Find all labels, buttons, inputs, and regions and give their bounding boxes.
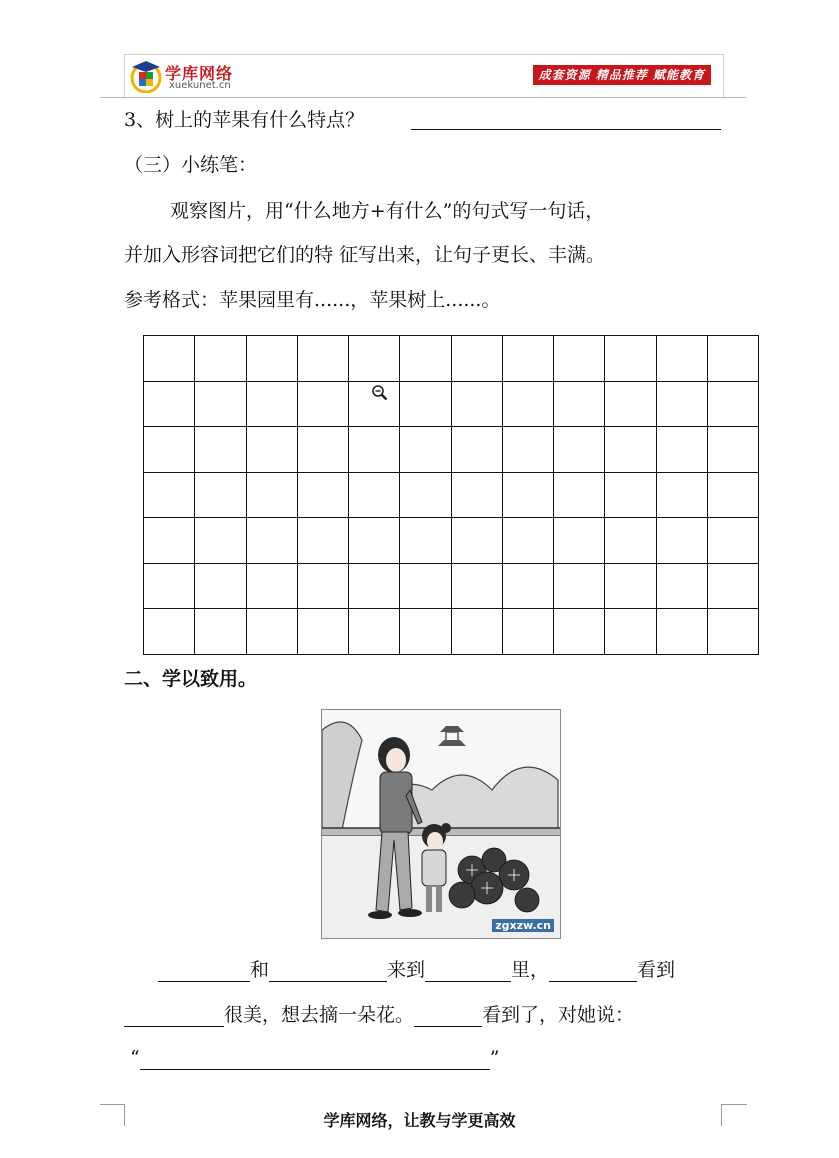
grid-cell[interactable] — [451, 518, 502, 564]
illustration-mother-daughter-flowers — [321, 709, 561, 939]
grid-cell[interactable] — [297, 336, 348, 382]
grid-cell[interactable] — [502, 427, 553, 473]
grid-cell[interactable] — [451, 563, 502, 609]
grid-cell[interactable] — [656, 563, 707, 609]
header-banner — [124, 54, 724, 98]
grid-cell[interactable] — [297, 427, 348, 473]
grid-cell[interactable] — [195, 381, 246, 427]
grid-cell[interactable] — [605, 609, 656, 655]
grid-cell[interactable] — [400, 563, 451, 609]
grid-cell[interactable] — [400, 472, 451, 518]
grid-cell[interactable] — [554, 609, 605, 655]
grid-cell[interactable] — [451, 427, 502, 473]
grid-cell[interactable] — [554, 472, 605, 518]
grid-cell[interactable] — [349, 336, 400, 382]
grid-cell[interactable] — [349, 563, 400, 609]
grid-cell[interactable] — [195, 472, 246, 518]
grid-cell[interactable] — [451, 472, 502, 518]
grid-cell[interactable] — [451, 381, 502, 427]
grid-cell[interactable] — [502, 381, 553, 427]
grid-cell[interactable] — [707, 472, 758, 518]
graduation-cap-logo-icon — [129, 59, 163, 93]
grid-cell[interactable] — [144, 609, 195, 655]
grid-cell[interactable] — [707, 563, 758, 609]
blank-quote[interactable] — [140, 1049, 490, 1070]
grid-cell[interactable] — [195, 427, 246, 473]
grid-row — [144, 518, 759, 564]
question-3 — [124, 108, 364, 132]
answer-line-q3[interactable] — [411, 129, 721, 130]
grid-row — [144, 336, 759, 382]
grid-cell[interactable] — [349, 609, 400, 655]
grid-row — [144, 427, 759, 473]
zoom-icon[interactable] — [371, 384, 389, 402]
grid-cell[interactable] — [656, 609, 707, 655]
grid-cell[interactable] — [144, 563, 195, 609]
grid-cell[interactable] — [554, 336, 605, 382]
fill-in-line-1 — [124, 958, 675, 982]
grid-cell[interactable] — [554, 518, 605, 564]
open-quote: “ — [130, 1047, 140, 1069]
grid-cell[interactable] — [400, 518, 451, 564]
footer-text: 学库网络，让教与学更高效 — [323, 1111, 516, 1130]
blank-3[interactable] — [425, 961, 511, 982]
grid-cell[interactable] — [502, 609, 553, 655]
grid-cell[interactable] — [451, 609, 502, 655]
grid-cell[interactable] — [144, 427, 195, 473]
close-quote: ” — [489, 1047, 500, 1069]
fill-text-6: 看到了，对她说： — [482, 1004, 635, 1026]
fill-in-line-3 — [130, 1046, 499, 1070]
grid-cell[interactable] — [707, 427, 758, 473]
grid-cell[interactable] — [707, 336, 758, 382]
grid-cell[interactable] — [246, 472, 297, 518]
grid-row — [144, 472, 759, 518]
brand-name: 学库网络 — [165, 64, 234, 83]
grid-cell[interactable] — [246, 563, 297, 609]
grid-cell[interactable] — [349, 427, 400, 473]
grid-cell[interactable] — [400, 336, 451, 382]
grid-cell[interactable] — [605, 336, 656, 382]
grid-cell[interactable] — [656, 518, 707, 564]
grid-cell[interactable] — [656, 427, 707, 473]
grid-cell[interactable] — [502, 518, 553, 564]
grid-cell[interactable] — [297, 518, 348, 564]
grid-cell[interactable] — [246, 381, 297, 427]
blank-4[interactable] — [549, 961, 637, 982]
grid-cell[interactable] — [297, 609, 348, 655]
grid-cell[interactable] — [297, 563, 348, 609]
brand-domain: xuekunet.cn — [169, 80, 231, 91]
grid-cell[interactable] — [195, 518, 246, 564]
section-heading-practice: （三）小练笔： — [124, 154, 258, 176]
instruction-line-1: 观察图片，用“什么地方+有什么”的句式写一句话， — [170, 200, 605, 222]
fill-text-1: 和 — [250, 959, 270, 981]
fill-text-4: 看到 — [637, 959, 676, 981]
grid-cell[interactable] — [554, 427, 605, 473]
grid-cell[interactable] — [605, 381, 656, 427]
blank-6[interactable] — [414, 1006, 482, 1027]
grid-cell[interactable] — [605, 427, 656, 473]
question-3-text: 3、树上的苹果有什么特点？ — [124, 109, 365, 131]
illustration-drawing — [322, 710, 560, 938]
grid-cell[interactable] — [144, 336, 195, 382]
grid-cell[interactable] — [349, 518, 400, 564]
grid-cell[interactable] — [502, 472, 553, 518]
instruction-line-3: 参考格式：苹果园里有......，苹果树上......。 — [124, 289, 501, 311]
grid-row — [144, 381, 759, 427]
grid-cell[interactable] — [605, 563, 656, 609]
indent-space — [124, 962, 158, 982]
fill-in-line-2 — [124, 1003, 634, 1027]
grid-cell[interactable] — [144, 472, 195, 518]
grid-cell[interactable] — [246, 427, 297, 473]
grid-cell[interactable] — [297, 381, 348, 427]
blank-5[interactable] — [124, 1006, 224, 1027]
grid-cell[interactable] — [502, 563, 553, 609]
grid-cell[interactable] — [554, 563, 605, 609]
grid-cell[interactable] — [605, 472, 656, 518]
grid-cell[interactable] — [451, 336, 502, 382]
writing-grid[interactable] — [143, 335, 759, 655]
grid-row — [144, 609, 759, 655]
grid-cell[interactable] — [656, 336, 707, 382]
grid-cell[interactable] — [144, 518, 195, 564]
section-heading-apply: 二、学以致用。 — [124, 668, 258, 690]
crop-mark-right-h — [721, 1104, 747, 1105]
grid-cell[interactable] — [195, 609, 246, 655]
grid-cell[interactable] — [297, 472, 348, 518]
grid-cell[interactable] — [502, 336, 553, 382]
grid-row — [144, 563, 759, 609]
instruction-line-2: 并加入形容词把它们的特 征写出来，让句子更长、丰满。 — [124, 244, 606, 266]
fill-text-3: 里， — [511, 959, 550, 981]
grid-cell[interactable] — [246, 609, 297, 655]
header-divider — [100, 97, 746, 98]
grid-cell[interactable] — [400, 381, 451, 427]
image-watermark: zgxzw.cn — [492, 919, 554, 932]
grid-cell[interactable] — [605, 518, 656, 564]
crop-mark-left-h — [100, 1104, 124, 1105]
grid-cell[interactable] — [656, 472, 707, 518]
grid-cell[interactable] — [246, 336, 297, 382]
grid-cell[interactable] — [707, 381, 758, 427]
fill-text-5: 很美，想去摘一朵花。 — [224, 1004, 415, 1026]
grid-cell[interactable] — [707, 518, 758, 564]
grid-cell[interactable] — [144, 381, 195, 427]
fill-text-2: 来到 — [387, 959, 426, 981]
blank-1[interactable] — [158, 961, 250, 982]
grid-cell[interactable] — [195, 336, 246, 382]
slogan-badge: 成套资源 精品推荐 赋能教育 — [533, 65, 711, 85]
grid-cell[interactable] — [195, 563, 246, 609]
grid-cell[interactable] — [707, 609, 758, 655]
grid-cell[interactable] — [656, 381, 707, 427]
grid-cell[interactable] — [400, 427, 451, 473]
grid-cell[interactable] — [400, 609, 451, 655]
grid-cell[interactable] — [554, 381, 605, 427]
grid-cell[interactable] — [349, 472, 400, 518]
grid-cell[interactable] — [246, 518, 297, 564]
blank-2[interactable] — [269, 961, 387, 982]
